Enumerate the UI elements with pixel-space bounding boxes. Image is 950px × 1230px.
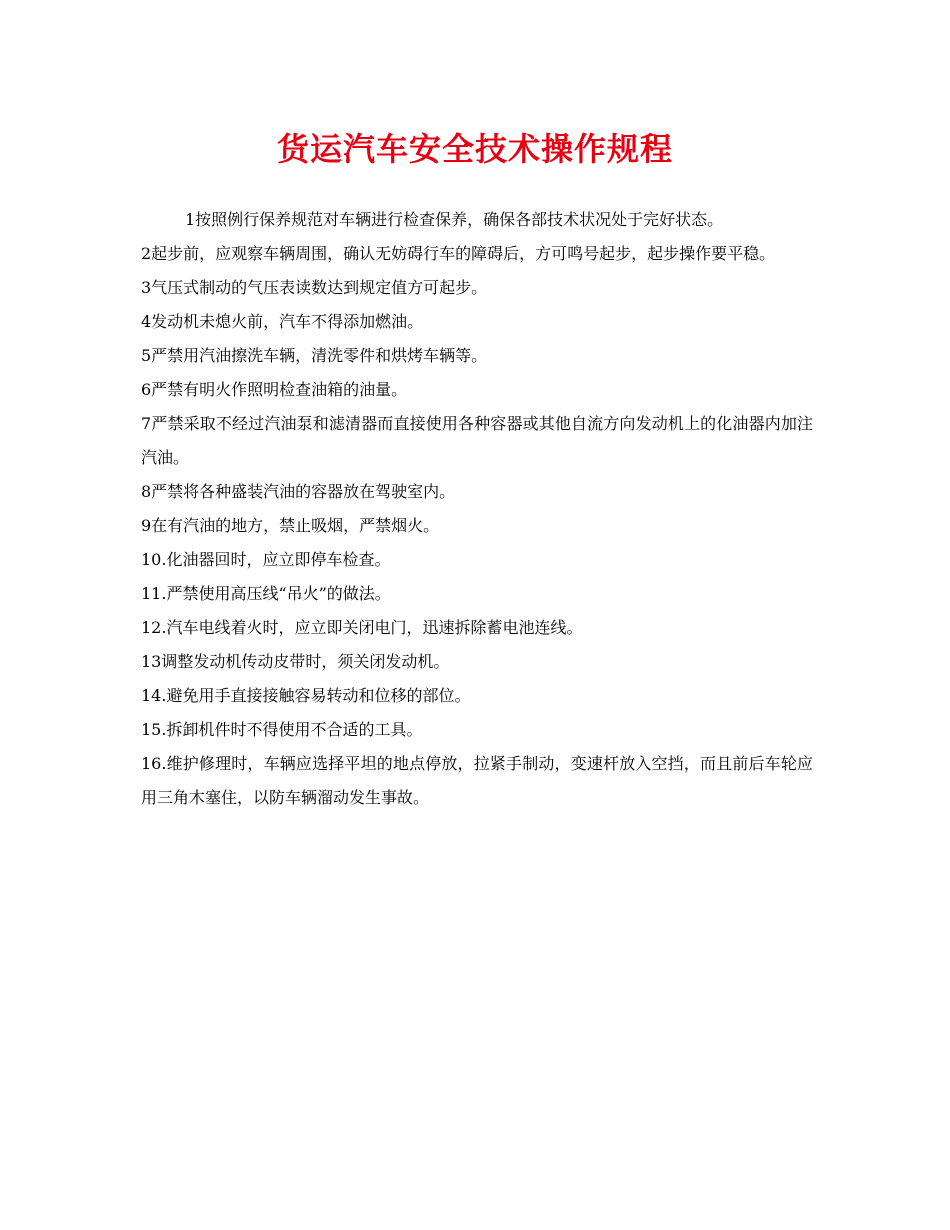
rule-item-7: 7严禁采取不经过汽油泵和滤清器而直接使用各种容器或其他自流方向发动机上的化油器内加注汽油。 bbox=[141, 414, 813, 467]
document-body bbox=[141, 203, 813, 815]
rule-item-2: 2起步前，应观察车辆周围，确认无妨碍行车的障碍后，方可鸣号起步，起步操作要平稳。 bbox=[141, 244, 776, 263]
rule-item-10: 10.化油器回时，应立即停车检查。 bbox=[141, 550, 391, 569]
rule-item-6: 6严禁有明火作照明检查油箱的油量。 bbox=[141, 380, 408, 399]
rule-item-15: 15.拆卸机件时不得使用不合适的工具。 bbox=[141, 720, 423, 739]
rule-item-11: 11.严禁使用高压线“吊火”的做法。 bbox=[141, 584, 391, 603]
rule-item-4: 4发动机未熄火前，汽车不得添加燃油。 bbox=[141, 312, 424, 331]
rule-item-14: 14.避免用手直接接触容易转动和位移的部位。 bbox=[141, 686, 471, 705]
rule-item-5: 5严禁用汽油擦洗车辆，清洗零件和烘烤车辆等。 bbox=[141, 346, 488, 365]
rule-item-9: 9在有汽油的地方，禁止吸烟，严禁烟火。 bbox=[141, 516, 440, 535]
document-title: 货运汽车安全技术操作规程 bbox=[276, 130, 673, 168]
rule-item-12: 12.汽车电线着火时，应立即关闭电门，迅速拆除蓄电池连线。 bbox=[141, 618, 583, 637]
rule-item-8: 8严禁将各种盛装汽油的容器放在驾驶室内。 bbox=[141, 482, 456, 501]
rule-item-13: 13调整发动机传动皮带时，须关闭发动机。 bbox=[141, 652, 450, 671]
rule-item-3: 3气压式制动的气压表读数达到规定值方可起步。 bbox=[141, 278, 488, 297]
rule-item-16: 16.维护修理时，车辆应选择平坦的地点停放，拉紧手制动，变速杆放入空挡，而且前后车轮应用三角木塞住，以防车辆溜动发生事故。 bbox=[141, 754, 813, 807]
rule-item-1: 1按照例行保养规范对车辆进行检查保养，确保各部技术状况处于完好状态。 bbox=[185, 210, 724, 229]
